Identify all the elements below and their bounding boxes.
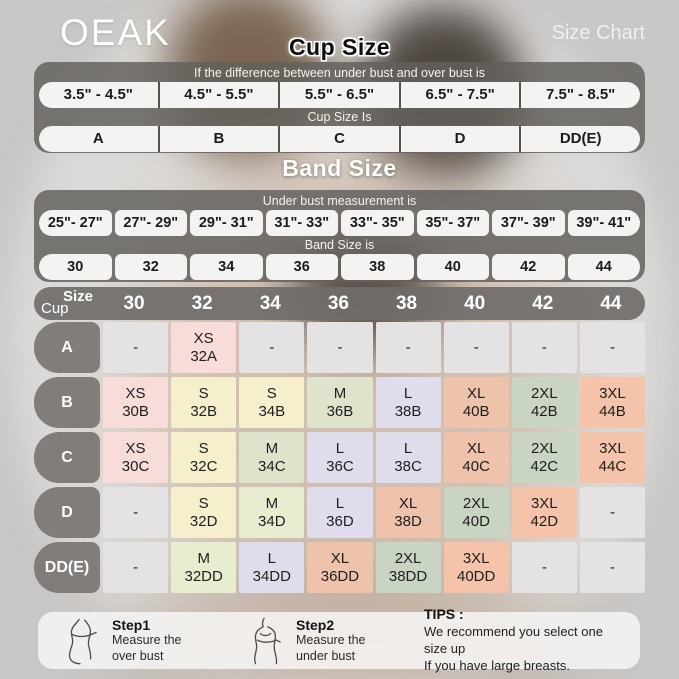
cup-range-row	[39, 82, 640, 108]
size-code: 40C	[462, 457, 490, 475]
band-range-cell: 35"- 37"	[417, 210, 490, 236]
footer-instructions	[38, 606, 640, 673]
matrix-row	[34, 322, 645, 373]
size-cell	[171, 487, 236, 538]
corner-size-label: Size	[63, 288, 94, 305]
matrix-column-headers	[100, 287, 645, 320]
matrix-row-cells	[103, 377, 645, 428]
cup-range-cell: 4.5" - 5.5"	[158, 82, 279, 108]
size-cell	[103, 432, 168, 483]
band-range-cell: 31"- 33"	[266, 210, 339, 236]
size-cell	[444, 377, 509, 428]
cup-size-table	[34, 62, 645, 153]
empty-dash: -	[541, 558, 547, 576]
matrix-column-header: 38	[395, 293, 418, 314]
cup-letter-cell: D	[399, 126, 520, 152]
band-range-cell: 33"- 35"	[341, 210, 414, 236]
size-cell	[171, 432, 236, 483]
cup-range-cell: 3.5" - 4.5"	[63, 86, 133, 103]
matrix-column-header: 34	[259, 293, 281, 314]
matrix-row-cells	[103, 542, 645, 593]
step2-title: Step2	[296, 616, 335, 633]
size-label: 2XL	[394, 550, 422, 568]
size-label: S	[198, 495, 209, 513]
size-code: 36D	[326, 512, 354, 530]
size-label: 2XL	[530, 440, 558, 458]
matrix-header-bar	[34, 287, 645, 320]
matrix-corner-header	[34, 287, 100, 320]
size-code: 34DD	[252, 567, 291, 585]
matrix-row	[34, 432, 645, 483]
band-value-cell: 34	[190, 254, 263, 280]
cup-letter-cell: DD(E)	[519, 126, 640, 152]
band-range-cell: 25"- 27"	[39, 210, 112, 236]
cup-row-label: C	[34, 432, 100, 483]
cup-condition-label: If the difference between under bust and over bust is	[194, 66, 485, 80]
size-code: 32DD	[184, 567, 223, 585]
empty-dash: -	[405, 338, 411, 356]
band-size-title: Band Size	[282, 155, 397, 181]
size-cell	[512, 322, 577, 373]
size-cell	[307, 487, 372, 538]
size-cell	[376, 487, 441, 538]
size-label: XL	[467, 440, 486, 458]
size-code: 40D	[462, 512, 490, 530]
size-cell	[239, 322, 304, 373]
size-cell	[103, 487, 168, 538]
size-cell	[171, 322, 236, 373]
matrix-column-header: 30	[123, 293, 145, 314]
size-code: 40DD	[457, 567, 496, 585]
size-cell	[512, 432, 577, 483]
cup-letter-row	[39, 126, 640, 152]
page-title: Size Chart	[551, 22, 645, 44]
band-value-cell: 40	[417, 254, 490, 280]
cup-row-label: B	[34, 377, 100, 428]
size-code: 38DD	[388, 567, 428, 585]
cup-range-cell: 5.5" - 6.5"	[278, 82, 399, 108]
step1-group	[64, 616, 248, 666]
size-code: 36C	[326, 457, 354, 475]
empty-dash: -	[609, 558, 615, 576]
matrix-row	[34, 487, 645, 538]
matrix-column-header: 42	[532, 293, 554, 314]
size-label: XL	[398, 495, 418, 513]
size-cell	[307, 322, 372, 373]
band-range-cell: 27"- 29"	[115, 210, 188, 236]
step1-text: Measure the over bust	[112, 632, 182, 663]
size-label: S	[266, 385, 277, 403]
size-label: L	[267, 550, 276, 568]
matrix-column-header: 44	[600, 293, 622, 314]
cup-result-label: Cup Size Is	[307, 110, 372, 124]
cup-letter-cell: A	[92, 130, 104, 147]
size-code: 42C	[530, 457, 559, 475]
size-label: XL	[467, 385, 486, 403]
size-cell	[171, 542, 236, 593]
size-code: 42D	[530, 512, 559, 530]
band-range-cell: 39"- 41"	[568, 210, 641, 236]
size-cell	[307, 377, 372, 428]
size-cell	[307, 432, 372, 483]
band-value-cell: 36	[266, 254, 339, 280]
matrix-column-header: 32	[191, 293, 213, 314]
empty-dash: -	[133, 558, 139, 576]
size-code: 34D	[258, 512, 286, 530]
empty-dash: -	[337, 338, 343, 356]
matrix-row-cells	[103, 432, 645, 483]
size-label: M	[265, 440, 279, 458]
step2-text: Measure the under bust	[296, 632, 366, 663]
size-label: XS	[125, 385, 146, 403]
size-code: 38D	[394, 512, 422, 530]
tips-line-1: We recommend you select one size up	[424, 624, 603, 657]
size-code: 34B	[258, 402, 286, 420]
band-size-table	[34, 190, 645, 282]
size-cell	[580, 322, 645, 373]
cup-letter-cell: C	[278, 126, 399, 152]
size-label: L	[403, 385, 413, 403]
step2-group	[248, 616, 424, 666]
empty-dash: -	[473, 338, 479, 356]
cup-row-label: DD(E)	[34, 542, 100, 593]
empty-dash: -	[269, 338, 275, 356]
size-cell	[376, 377, 441, 428]
measure-over-bust-icon	[64, 616, 98, 666]
cup-row-label: D	[34, 487, 100, 538]
cup-range-cell: 7.5" - 8.5"	[519, 82, 640, 108]
size-label: 3XL	[599, 440, 626, 458]
cup-size-title: Cup Size	[288, 34, 391, 60]
tips-group	[424, 606, 640, 675]
size-code: 40B	[462, 402, 490, 420]
size-cell	[376, 322, 441, 373]
size-cell	[444, 542, 509, 593]
size-label: XL	[330, 550, 350, 568]
band-value-cell: 42	[492, 254, 565, 280]
size-cell	[580, 542, 645, 593]
band-range-cell: 37"- 39"	[492, 210, 565, 236]
cup-letter-cell: B	[158, 126, 279, 152]
empty-dash: -	[541, 338, 547, 356]
band-range-cell: 29"- 31"	[190, 210, 263, 236]
size-cell	[444, 487, 509, 538]
band-condition-label: Under bust measurement is	[262, 194, 417, 208]
tips-title: TIPS :	[424, 606, 464, 623]
size-code: 36DD	[320, 567, 360, 585]
band-value-cell: 44	[568, 254, 641, 280]
size-cell	[239, 377, 304, 428]
size-cell	[103, 377, 168, 428]
size-cell	[580, 377, 645, 428]
empty-dash: -	[133, 503, 139, 521]
size-cell	[444, 432, 509, 483]
size-code: 30C	[121, 457, 150, 475]
size-label: 2XL	[462, 495, 490, 513]
size-cell	[580, 432, 645, 483]
size-code: 32A	[190, 347, 218, 365]
matrix-column-header: 36	[327, 293, 349, 314]
size-label: 3XL	[530, 495, 558, 513]
size-label: 2XL	[530, 385, 558, 403]
size-code: 38B	[394, 402, 422, 420]
size-cell	[103, 542, 168, 593]
matrix-row-cells	[103, 322, 645, 373]
corner-cup-label: Cup	[41, 300, 69, 317]
size-label: L	[403, 440, 413, 458]
size-cell	[512, 487, 577, 538]
size-label: M	[333, 385, 347, 403]
size-label: M	[197, 550, 210, 568]
matrix-column-header: 40	[464, 293, 486, 314]
matrix-row	[34, 542, 645, 593]
size-label: M	[265, 495, 279, 513]
size-cell	[512, 377, 577, 428]
size-code: 42B	[530, 402, 558, 420]
size-label: XS	[193, 330, 214, 348]
size-label: XS	[125, 440, 146, 458]
empty-dash: -	[609, 503, 615, 521]
size-cell	[512, 542, 577, 593]
size-matrix	[34, 322, 645, 597]
size-code: 44C	[598, 457, 627, 475]
cup-row-label: A	[34, 322, 100, 373]
size-cell	[239, 542, 304, 593]
size-cell	[239, 432, 304, 483]
band-range-row	[39, 210, 640, 236]
size-code: 44B	[599, 402, 626, 420]
size-cell	[103, 322, 168, 373]
step1-title: Step1	[112, 616, 151, 633]
band-value-cell: 38	[341, 254, 414, 280]
size-label: 3XL	[462, 550, 490, 568]
size-label: S	[198, 385, 209, 403]
measure-under-bust-icon	[248, 616, 282, 666]
size-cell	[580, 487, 645, 538]
matrix-row-cells	[103, 487, 645, 538]
size-label: L	[335, 440, 345, 458]
size-code: 32B	[190, 402, 218, 420]
size-cell	[239, 487, 304, 538]
size-label: S	[198, 440, 209, 458]
size-label: L	[335, 495, 345, 513]
size-cell	[307, 542, 372, 593]
empty-dash: -	[133, 338, 139, 356]
band-value-cell: 32	[115, 254, 188, 280]
size-code: 32D	[189, 512, 218, 530]
tips-line-2: If you have large breasts.	[424, 657, 570, 673]
brand-logo: OEAK	[60, 12, 171, 53]
empty-dash: -	[609, 338, 615, 356]
matrix-row	[34, 377, 645, 428]
size-code: 38C	[394, 457, 422, 475]
size-cell	[376, 542, 441, 593]
size-cell	[171, 377, 236, 428]
size-code: 34C	[258, 457, 286, 475]
cup-range-cell: 6.5" - 7.5"	[399, 82, 520, 108]
size-label: 3XL	[599, 385, 626, 403]
size-cell	[376, 432, 441, 483]
size-code: 30B	[122, 402, 149, 420]
size-code: 32C	[189, 457, 218, 475]
band-value-row	[39, 254, 640, 280]
band-value-cell: 30	[39, 254, 112, 280]
size-code: 36B	[326, 402, 354, 420]
size-cell	[444, 322, 509, 373]
band-result-label: Band Size is	[304, 238, 375, 252]
